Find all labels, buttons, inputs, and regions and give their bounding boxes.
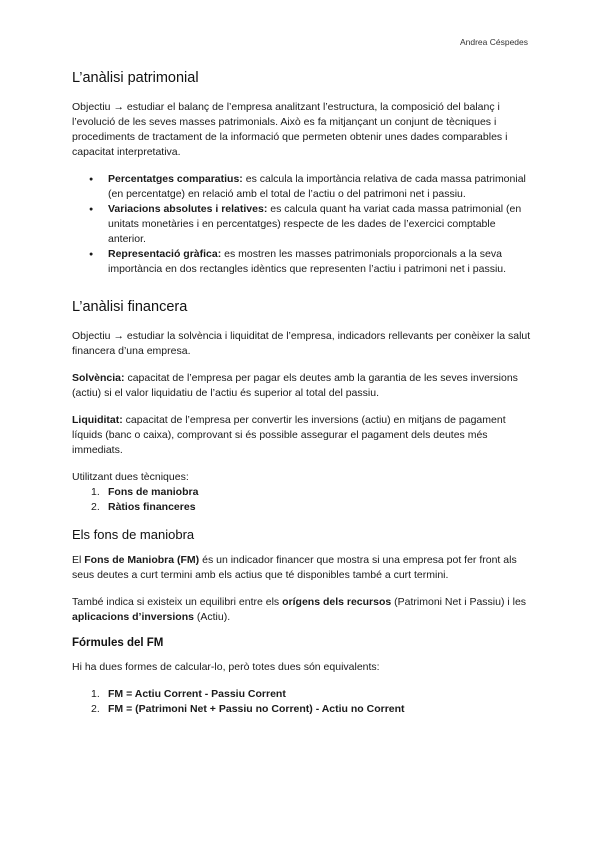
fons-maniobra-equilibri: També indica si existeix un equilibri entre els orígens dels recursos (Patrimoni Net i Passiu) i les aplicacions d’inversions (Actiu). [72, 596, 527, 623]
highlight-term: aplicacions d’inversions [72, 611, 194, 623]
document-body [72, 70, 532, 729]
arrow-icon: → [113, 330, 124, 342]
definition-term: Fons de Maniobra (FM) [84, 554, 200, 566]
liquiditat-definition [72, 413, 532, 458]
definition-text: capacitat de l’empresa per pagar els deutes amb la garantia de les seves inversions (actiu) si el valor liquidatiu de l’actiu és superior al total del passiu. [72, 372, 518, 399]
section-title-formules: Fórmules del FM [72, 637, 164, 649]
list-item [108, 247, 532, 277]
bullet-term: Variacions absolutes i relatives: [108, 203, 268, 215]
definition-text: capacitat de l’empresa per convertir les inversions (actiu) en mitjans de pagament líquids (banc o caixa), comprovant si és possible assegurar el pagament dels deutes més immediats. [72, 414, 506, 456]
list-item: 2. Ràtios financeres [91, 501, 196, 513]
formules-intro: Hi ha dues formes de calcular-lo, però totes dues són equivalents: [72, 661, 380, 673]
objective-text: estudiar la solvència i liquiditat de l’empresa, indicadors rellevants per conèixer la salut financera d’una empresa. [72, 330, 531, 357]
bullet-term: Representació gràfica: [108, 248, 222, 260]
analisi-patrimonial-intro [72, 100, 532, 160]
solvencia-definition [72, 371, 532, 401]
list-item: 1. Fons de maniobra [91, 486, 199, 498]
section-title-analisi-patrimonial: L’anàlisi patrimonial [72, 70, 199, 86]
list-item: 1. FM = Actiu Corrent - Passiu Corrent [91, 688, 286, 700]
bullet-term: Percentatges comparatius: [108, 173, 243, 185]
bullet-text: es calcula la importància relativa de cada massa patrimonial (en percentatge) en relació amb el total de l’actiu o del patrimoni net i passiu. [108, 173, 526, 200]
objective-text: estudiar el balanç de l’empresa analitzant l’estructura, la composició del balanç i l’evolució de les seves masses patrimonials. Això es fa mitjançant un conjunt de tècniques i procediments de tractament de la informació que permeten obtenir unes dades comparables i capacitat interpretativa. [72, 101, 508, 158]
formula: FM = (Patrimoni Net + Passiu no Corrent) - Actiu no Corrent [108, 703, 405, 715]
techniques-list [72, 485, 532, 515]
technique-bullet-list [72, 172, 532, 277]
fons-maniobra-definition: El Fons de Maniobra (FM) és un indicador financer que mostra si una empresa pot fer front als seus deutes a curt termini amb els actius que té disponibles també a curt termini. [72, 554, 517, 581]
objective-label: Objectiu [72, 101, 111, 113]
list-item [108, 172, 532, 202]
author-name: Andrea Céspedes [459, 37, 528, 47]
list-item [108, 202, 532, 247]
bullet-text: es calcula quant ha variat cada massa patrimonial (en unitats monetàries i en percentatges) respecte de les dades de l’exercici comptable anterior. [108, 203, 522, 245]
techniques-intro: Utilitzant dues tècniques: [72, 471, 189, 483]
section-title-fons-maniobra: Els fons de maniobra [72, 527, 195, 542]
formula: FM = Actiu Corrent - Passiu Corrent [108, 688, 286, 700]
definition-term: Liquiditat: [72, 414, 123, 426]
analisi-financera-intro [72, 329, 532, 359]
section-title-analisi-financera: L’anàlisi financera [72, 299, 188, 315]
bullet-text: es mostren les masses patrimonials proporcionals a la seva importància en dos rectangles idèntics que representen l’actiu i patrimoni net i passiu. [108, 248, 507, 275]
highlight-term: orígens dels recursos [282, 596, 392, 608]
definition-term: Solvència: [72, 372, 125, 384]
objective-label: Objectiu [72, 330, 111, 342]
arrow-icon: → [113, 101, 124, 113]
list-item: 2. FM = (Patrimoni Net + Passiu no Corrent) - Actiu no Corrent [91, 703, 405, 715]
formulas-list [72, 687, 532, 717]
